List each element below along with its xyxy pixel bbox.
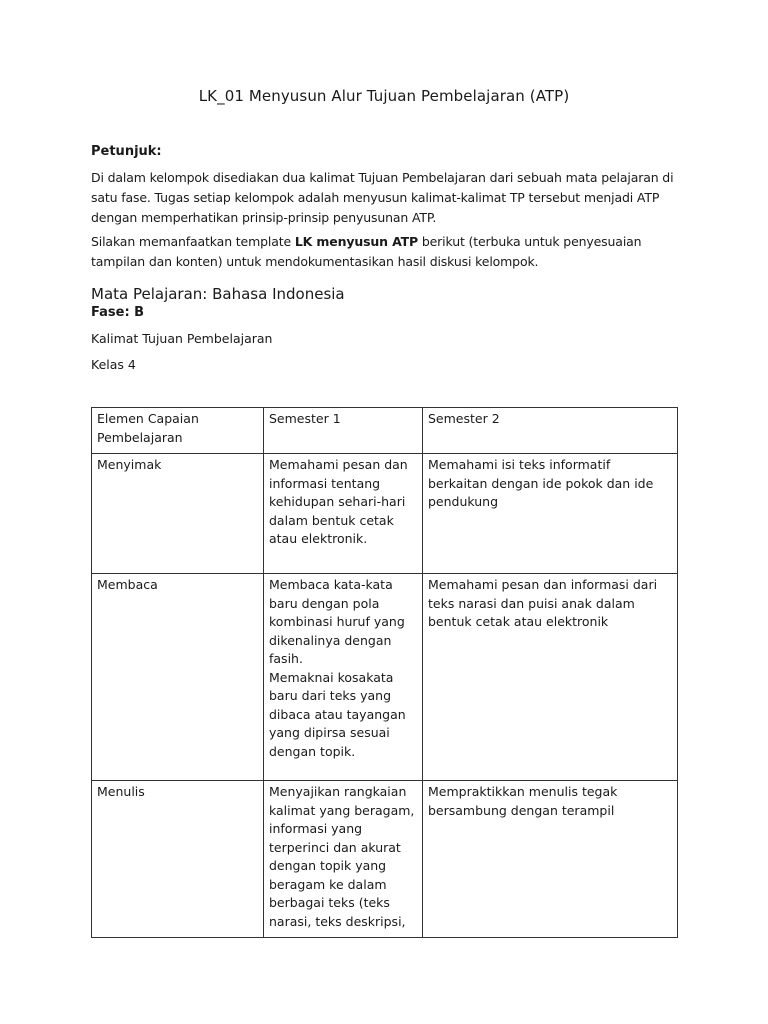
tp-label: Kalimat Tujuan Pembelajaran xyxy=(91,331,273,346)
row-semester-1: Menyajikan rangkaian kalimat yang beragam, informasi yang terperinci dan akurat dengan topik yang beragam ke dalam berbagai teks (teks narasi, teks deskripsi, xyxy=(264,781,423,938)
row-semester-2: Memahami isi teks informatif berkaitan dengan ide pokok dan ide pendukung xyxy=(423,454,678,574)
row-element: Menyimak xyxy=(92,454,264,574)
row-semester-2: Memahami pesan dan informasi dari teks narasi dan puisi anak dalam bentuk cetak atau elektronik xyxy=(423,574,678,781)
atp-table xyxy=(91,407,678,938)
row-element: Menulis xyxy=(92,781,264,938)
template-name-bold: LK menyusun ATP xyxy=(294,234,419,249)
paragraph2-text-start: Silakan memanfaatkan template xyxy=(91,234,295,249)
instructions-heading: Petunjuk: xyxy=(91,144,162,159)
row-semester-1: Membaca kata-kata baru dengan pola kombinasi huruf yang dikenalinya dengan fasih. Memaknai kosakata baru dari teks yang dibaca atau tayangan yang dipirsa sesuai dengan topik. xyxy=(264,574,423,781)
header-semester-1: Semester 1 xyxy=(264,408,423,454)
table-row xyxy=(92,781,678,938)
instructions-paragraph-1: Di dalam kelompok disediakan dua kalimat Tujuan Pembelajaran dari sebuah mata pelajaran di satu fase. Tugas setiap kelompok adalah menyusun kalimat-kalimat TP tersebut menjadi ATP dengan memperhatikan prinsip-prinsip penyusunan ATP. xyxy=(91,170,674,225)
row-semester-2: Mempraktikkan menulis tegak bersambung dengan terampil xyxy=(423,781,678,938)
table-row xyxy=(92,574,678,781)
class-label: Kelas 4 xyxy=(91,357,136,372)
table-row xyxy=(92,454,678,574)
header-element: Elemen Capaian Pembelajaran xyxy=(92,408,264,454)
subject-heading: Mata Pelajaran: Bahasa Indonesia xyxy=(91,285,345,303)
paragraph2-text-end: berikut (terbuka untuk penyesuaian tampilan dan konten) untuk mendokumentasikan hasil diskusi kelompok. xyxy=(91,234,642,269)
instructions-paragraph-2 xyxy=(91,232,691,272)
header-semester-2: Semester 2 xyxy=(423,408,678,454)
page-title: LK_01 Menyusun Alur Tujuan Pembelajaran (ATP) xyxy=(198,87,570,105)
table-header-row xyxy=(92,408,678,454)
row-element: Membaca xyxy=(92,574,264,781)
row-semester-1: Memahami pesan dan informasi tentang kehidupan sehari-hari dalam bentuk cetak atau elektronik. xyxy=(264,454,423,574)
phase-heading: Fase: B xyxy=(91,305,145,320)
